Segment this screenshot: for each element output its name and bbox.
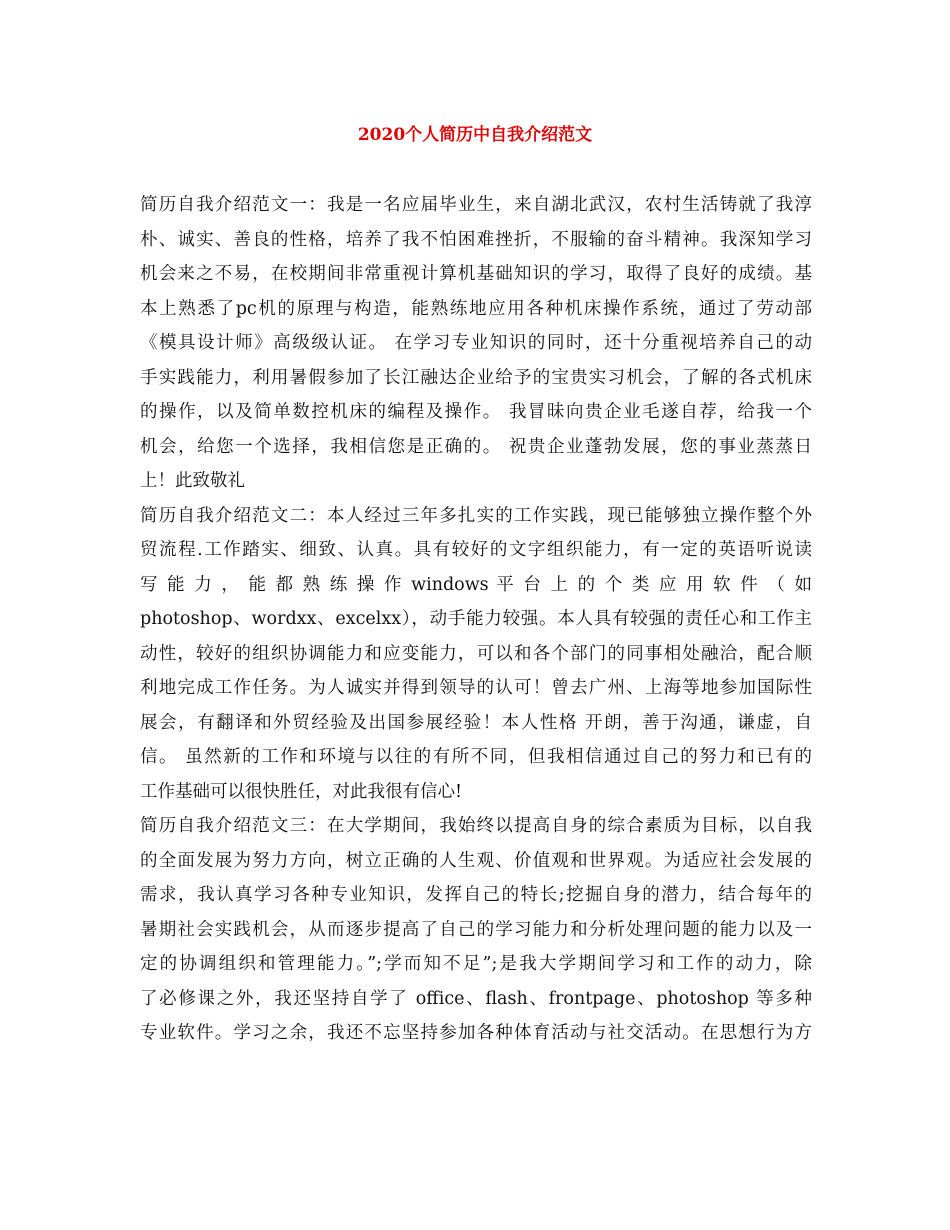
text-line: photoshop、wordxx、excelxx），动手能力较强。本人具有较强的责任心和工作主 bbox=[140, 609, 812, 629]
document-title: 2020个人简历中自我介绍范文 bbox=[357, 125, 593, 145]
text-line: 机会来之不易，在校期间非常重视计算机基础知识的学习，取得了良好的成绩。基 bbox=[140, 264, 812, 284]
text-line: 工作基础可以很快胜任，对此我很有信心! bbox=[140, 782, 463, 802]
text-line: 利地完成工作任务。为人诚实并得到领导的认可！曾去广州、上海等地参加国际性 bbox=[140, 678, 812, 698]
text-line: 《模具设计师》高级级认证。 在学习专业知识的同时，还十分重视培养自己的动 bbox=[140, 333, 812, 353]
text-line: 动性，较好的组织协调能力和应变能力，可以和各个部门的同事相处融洽，配合顺 bbox=[140, 644, 812, 664]
text-line: 需求，我认真学习各种专业知识，发挥自己的特长;挖掘自身的潜力，结合每年的 bbox=[140, 885, 812, 905]
text-line: 简历自我介绍范文二：本人经过三年多扎实的工作实践，现已能够独立操作整个外 bbox=[140, 506, 812, 526]
text-line: 简历自我介绍范文一：我是一名应届毕业生，来自湖北武汉，农村生活铸就了我淳 bbox=[140, 195, 812, 215]
text-line: 机会，给您一个选择，我相信您是正确的。 祝贵企业蓬勃发展，您的事业蒸蒸日 bbox=[140, 437, 812, 457]
text-line: 信。 虽然新的工作和环境与以往的有所不同，但我相信通过自己的努力和已有的 bbox=[140, 747, 812, 767]
text-line: 了必修课之外，我还坚持自学了 office、flash、frontpage、photoshop 等多种 bbox=[140, 989, 812, 1009]
text-line: 上！此致敬礼 bbox=[140, 471, 245, 491]
text-line: 展会，有翻译和外贸经验及出国参展经验！本人性格 开朗，善于沟通，谦虚，自 bbox=[140, 713, 812, 733]
text-line: 专业软件。学习之余，我还不忘坚持参加各种体育活动与社交活动。在思想行为方 bbox=[140, 1023, 812, 1043]
text-line: 朴、诚实、善良的性格，培养了我不怕困难挫折，不服输的奋斗精神。我深知学习 bbox=[140, 230, 812, 250]
text-line: 暑期社会实践机会，从而逐步提高了自己的学习能力和分析处理问题的能力以及一 bbox=[140, 920, 812, 940]
text-line: 贸流程.工作踏实、细致、认真。具有较好的文字组织能力，有一定的英语听说读 bbox=[140, 540, 812, 560]
text-line: 写 能 力 ， 能 都 熟 练 操 作 windows 平 台 上 的 个 类 应 用 软 件 （ 如 bbox=[140, 575, 812, 595]
text-line: 本上熟悉了pc机的原理与构造，能熟练地应用各种机床操作系统，通过了劳动部 bbox=[140, 299, 812, 319]
text-line: 的操作，以及简单数控机床的编程及操作。 我冒昧向贵企业毛遂自荐，给我一个 bbox=[140, 402, 812, 422]
text-line: 的全面发展为努力方向，树立正确的人生观、价值观和世界观。为适应社会发展的 bbox=[140, 851, 812, 871]
text-line: 定的协调组织和管理能力。”;学而知不足”;是我大学期间学习和工作的动力，除 bbox=[140, 954, 812, 974]
text-line: 简历自我介绍范文三：在大学期间，我始终以提高自身的综合素质为目标，以自我 bbox=[140, 816, 812, 836]
text-line: 手实践能力，利用暑假参加了长江融达企业给予的宝贵实习机会，了解的各式机床 bbox=[140, 368, 812, 388]
